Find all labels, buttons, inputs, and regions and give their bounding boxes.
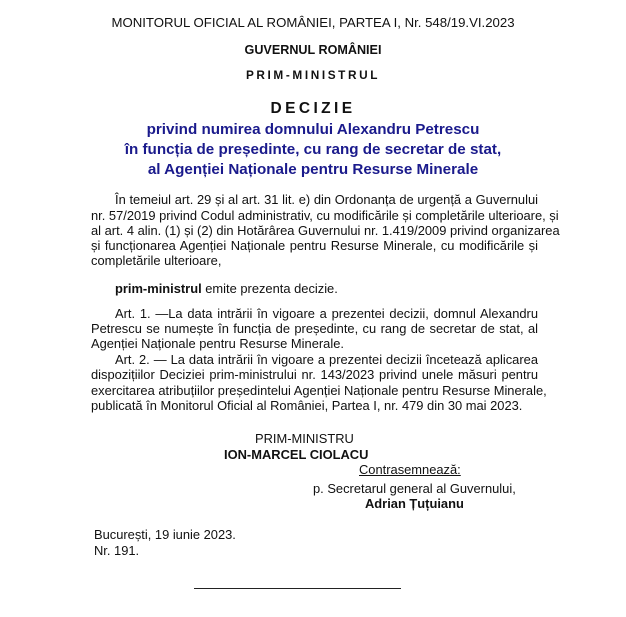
decision-number: Nr. 191. — [94, 543, 140, 558]
decision-title-line-3: al Agenției Naționale pentru Resurse Minerale — [147, 161, 479, 178]
article-1-line-2: Petrescu se numește în funcția de președinte, cu rang de secretar de stat, al — [91, 321, 538, 336]
issuing-office: PRIM-MINISTRUL — [245, 68, 381, 82]
article-1-line-3: Agenției Naționale pentru Resurse Minerale. — [91, 336, 344, 351]
emits-clause — [115, 281, 538, 296]
issuer-name: GUVERNUL ROMÂNIEI — [244, 43, 382, 57]
preamble-line-5: completările ulterioare, — [91, 253, 222, 268]
countersign-label: Contrasemnează: — [359, 462, 461, 477]
document-type: DECIZIE — [270, 100, 356, 117]
article-2-line-2: dispozițiilor Deciziei prim-ministrului nr. 143/2023 privind unele măsuri pentru — [91, 367, 538, 382]
countersign-name: Adrian Țuțuianu — [365, 496, 464, 511]
gazette-header: MONITORUL OFICIAL AL ROMÂNIEI, PARTEA I, Nr. 548/19.VI.2023 — [111, 15, 515, 30]
preamble-line-2: nr. 57/2019 privind Codul administrativ, cu modificările și completările ulterioare, și — [91, 208, 559, 223]
closing-rule — [194, 588, 401, 589]
article-2-line-4: publicată în Monitorul Oficial al României, Partea I, nr. 479 din 30 mai 2023. — [91, 398, 523, 413]
article-2-line-1: Art. 2. — La data intrării în vigoare a prezentei decizii încetează aplicarea — [115, 352, 538, 367]
preamble-line-4: și funcționarea Agenției Naționale pentru Resurse Minerale, cu modificările și — [91, 238, 538, 253]
decision-title-line-2: în funcția de președinte, cu rang de secretar de stat, — [124, 141, 502, 158]
signatory-name: ION-MARCEL CIOLACU — [224, 447, 369, 462]
emits-subject: prim-ministrul — [115, 281, 202, 296]
decision-title-line-1: privind numirea domnului Alexandru Petrescu — [146, 121, 480, 138]
signatory-role: PRIM-MINISTRU — [255, 431, 354, 446]
preamble-line-1: În temeiul art. 29 și al art. 31 lit. e) din Ordonanța de urgență a Guvernului — [115, 192, 538, 207]
countersign-role: p. Secretarul general al Guvernului, — [313, 481, 516, 496]
preamble-line-3: al art. 4 alin. (1) și (2) din Hotărârea Guvernului nr. 1.419/2009 privind organizarea — [91, 223, 560, 238]
article-1-line-1: Art. 1. —La data intrării în vigoare a prezentei decizii, domnul Alexandru — [115, 306, 538, 321]
place-and-date: București, 19 iunie 2023. — [94, 527, 236, 542]
emits-text: emite prezenta decizie. — [201, 281, 338, 296]
article-2-line-3: exercitarea atribuțiilor președintelui Agenției Naționale pentru Resurse Minerale, — [91, 383, 547, 398]
